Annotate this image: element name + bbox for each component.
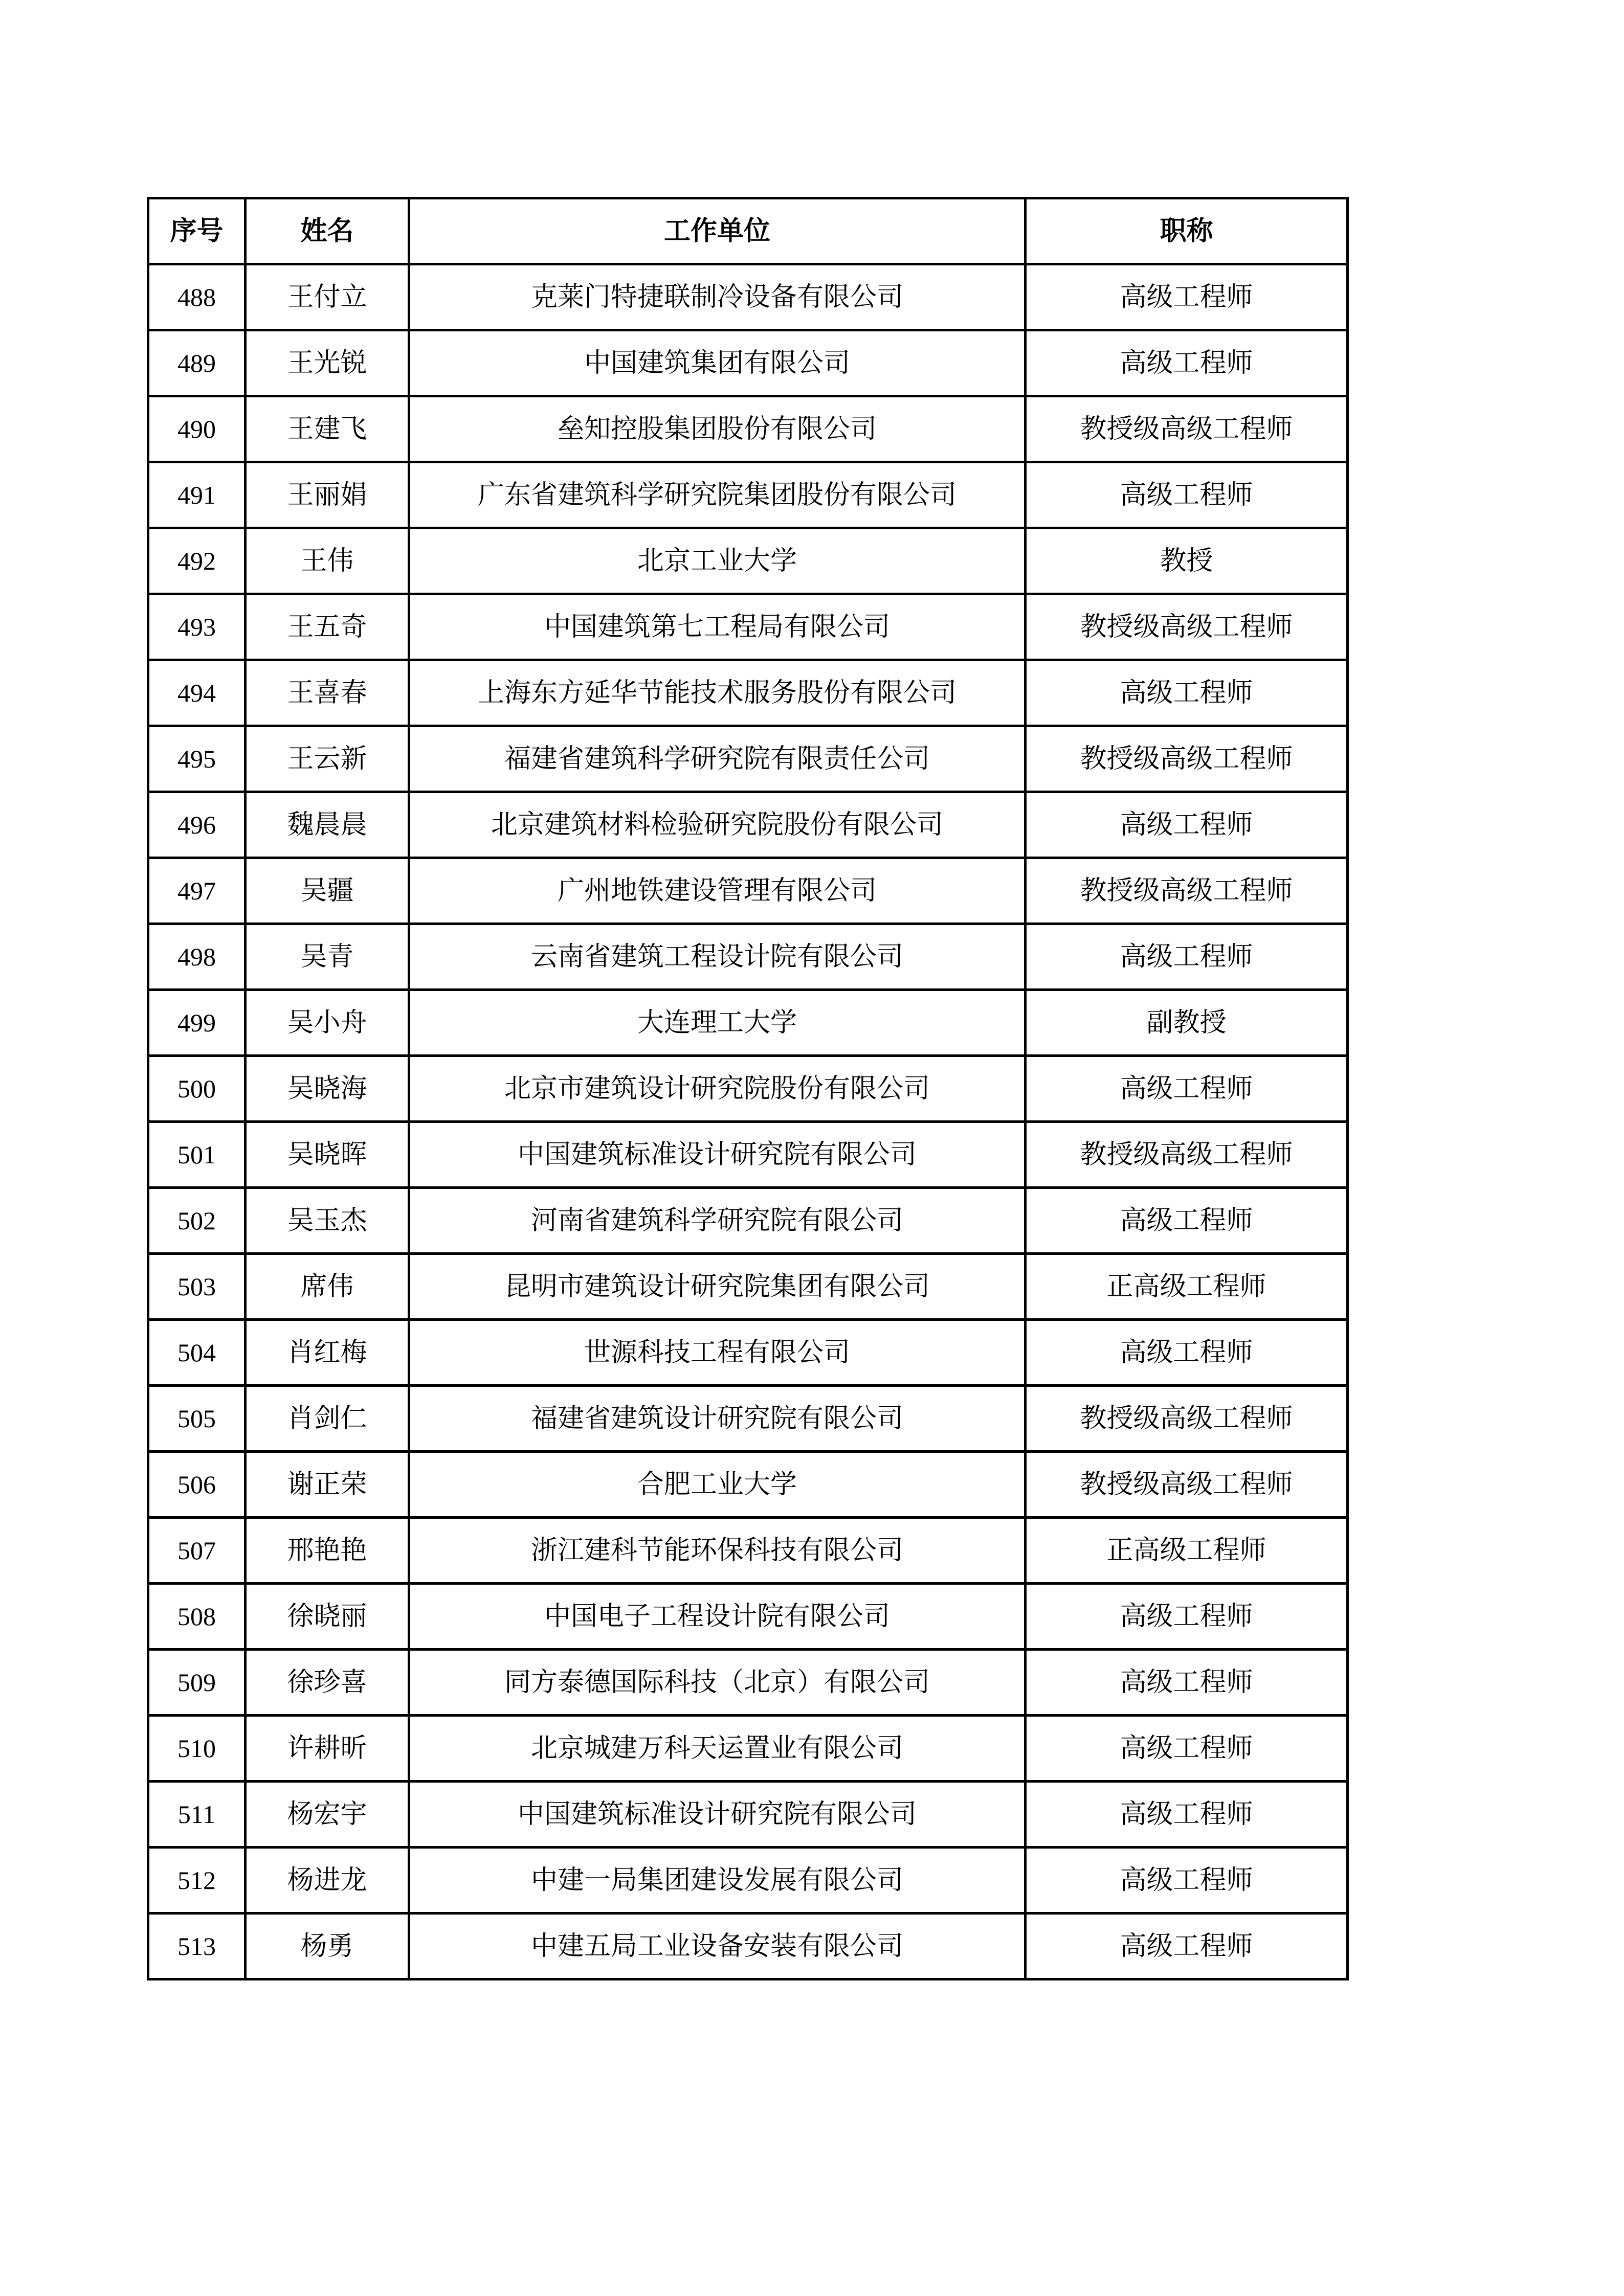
- cell-name: 徐晓丽: [246, 1584, 409, 1650]
- roster-table: [147, 197, 1349, 1980]
- table-row: [148, 528, 1348, 594]
- cell-unit: 北京市建筑设计研究院股份有限公司: [409, 1056, 1026, 1122]
- cell-name: 席伟: [246, 1254, 409, 1320]
- cell-title: 高级工程师: [1026, 1848, 1348, 1914]
- cell-name: 肖红梅: [246, 1320, 409, 1386]
- cell-name: 吴小舟: [246, 990, 409, 1056]
- table-row: [148, 792, 1348, 858]
- cell-unit: 河南省建筑科学研究院有限公司: [409, 1188, 1026, 1254]
- cell-unit: 福建省建筑科学研究院有限责任公司: [409, 726, 1026, 792]
- cell-seq: 491: [148, 462, 246, 528]
- cell-name: 邢艳艳: [246, 1518, 409, 1584]
- cell-name: 王五奇: [246, 594, 409, 660]
- cell-title: 高级工程师: [1026, 1188, 1348, 1254]
- cell-title: 高级工程师: [1026, 1914, 1348, 1979]
- cell-seq: 505: [148, 1386, 246, 1452]
- cell-name: 吴青: [246, 924, 409, 990]
- cell-seq: 495: [148, 726, 246, 792]
- cell-seq: 502: [148, 1188, 246, 1254]
- cell-name: 谢正荣: [246, 1452, 409, 1518]
- cell-seq: 490: [148, 396, 246, 462]
- cell-name: 杨勇: [246, 1914, 409, 1979]
- cell-name: 王云新: [246, 726, 409, 792]
- table-row: [148, 858, 1348, 924]
- cell-seq: 497: [148, 858, 246, 924]
- table-row: [148, 1188, 1348, 1254]
- cell-name: 吴玉杰: [246, 1188, 409, 1254]
- header-title: 职称: [1026, 198, 1348, 264]
- cell-seq: 508: [148, 1584, 246, 1650]
- cell-name: 杨进龙: [246, 1848, 409, 1914]
- cell-seq: 501: [148, 1122, 246, 1188]
- cell-title: 高级工程师: [1026, 330, 1348, 396]
- cell-seq: 507: [148, 1518, 246, 1584]
- cell-name: 吴晓晖: [246, 1122, 409, 1188]
- cell-title: 高级工程师: [1026, 1584, 1348, 1650]
- cell-unit: 合肥工业大学: [409, 1452, 1026, 1518]
- cell-unit: 云南省建筑工程设计院有限公司: [409, 924, 1026, 990]
- cell-name: 徐珍喜: [246, 1650, 409, 1716]
- cell-title: 高级工程师: [1026, 1782, 1348, 1848]
- cell-seq: 494: [148, 660, 246, 726]
- cell-title: 高级工程师: [1026, 462, 1348, 528]
- cell-seq: 511: [148, 1782, 246, 1848]
- cell-unit: 中建五局工业设备安装有限公司: [409, 1914, 1026, 1979]
- cell-name: 王建飞: [246, 396, 409, 462]
- cell-unit: 大连理工大学: [409, 990, 1026, 1056]
- cell-title: 教授级高级工程师: [1026, 726, 1348, 792]
- cell-title: 高级工程师: [1026, 1716, 1348, 1782]
- cell-name: 吴疆: [246, 858, 409, 924]
- cell-seq: 489: [148, 330, 246, 396]
- cell-unit: 广东省建筑科学研究院集团股份有限公司: [409, 462, 1026, 528]
- table-header-row: [148, 198, 1348, 264]
- cell-unit: 北京城建万科天运置业有限公司: [409, 1716, 1026, 1782]
- table-row: [148, 990, 1348, 1056]
- cell-title: 高级工程师: [1026, 660, 1348, 726]
- cell-name: 肖剑仁: [246, 1386, 409, 1452]
- cell-name: 王伟: [246, 528, 409, 594]
- table-row: [148, 1452, 1348, 1518]
- cell-name: 吴晓海: [246, 1056, 409, 1122]
- table-row: [148, 1716, 1348, 1782]
- cell-seq: 500: [148, 1056, 246, 1122]
- cell-title: 高级工程师: [1026, 1650, 1348, 1716]
- cell-unit: 浙江建科节能环保科技有限公司: [409, 1518, 1026, 1584]
- cell-unit: 上海东方延华节能技术服务股份有限公司: [409, 660, 1026, 726]
- cell-name: 王丽娟: [246, 462, 409, 528]
- table-body: [148, 264, 1348, 1979]
- cell-seq: 512: [148, 1848, 246, 1914]
- cell-name: 魏晨晨: [246, 792, 409, 858]
- cell-unit: 中建一局集团建设发展有限公司: [409, 1848, 1026, 1914]
- table-row: [148, 1518, 1348, 1584]
- cell-seq: 503: [148, 1254, 246, 1320]
- cell-seq: 496: [148, 792, 246, 858]
- cell-unit: 世源科技工程有限公司: [409, 1320, 1026, 1386]
- table-row: [148, 330, 1348, 396]
- cell-unit: 北京建筑材料检验研究院股份有限公司: [409, 792, 1026, 858]
- cell-unit: 中国建筑集团有限公司: [409, 330, 1026, 396]
- cell-title: 副教授: [1026, 990, 1348, 1056]
- cell-title: 教授级高级工程师: [1026, 396, 1348, 462]
- table-row: [148, 726, 1348, 792]
- cell-title: 正高级工程师: [1026, 1254, 1348, 1320]
- cell-seq: 499: [148, 990, 246, 1056]
- cell-unit: 福建省建筑设计研究院有限公司: [409, 1386, 1026, 1452]
- cell-unit: 中国电子工程设计院有限公司: [409, 1584, 1026, 1650]
- cell-title: 教授级高级工程师: [1026, 1122, 1348, 1188]
- cell-seq: 510: [148, 1716, 246, 1782]
- cell-unit: 广州地铁建设管理有限公司: [409, 858, 1026, 924]
- cell-unit: 中国建筑标准设计研究院有限公司: [409, 1782, 1026, 1848]
- cell-title: 高级工程师: [1026, 792, 1348, 858]
- table-row: [148, 1254, 1348, 1320]
- table-row: [148, 1056, 1348, 1122]
- cell-seq: 509: [148, 1650, 246, 1716]
- table-row: [148, 1320, 1348, 1386]
- cell-title: 教授: [1026, 528, 1348, 594]
- table-row: [148, 1848, 1348, 1914]
- table-row: [148, 396, 1348, 462]
- cell-unit: 同方泰德国际科技（北京）有限公司: [409, 1650, 1026, 1716]
- cell-seq: 498: [148, 924, 246, 990]
- table-row: [148, 1650, 1348, 1716]
- cell-seq: 513: [148, 1914, 246, 1979]
- cell-unit: 克莱门特捷联制冷设备有限公司: [409, 264, 1026, 330]
- cell-name: 王喜春: [246, 660, 409, 726]
- cell-name: 王付立: [246, 264, 409, 330]
- cell-name: 杨宏宇: [246, 1782, 409, 1848]
- table-row: [148, 594, 1348, 660]
- table-row: [148, 660, 1348, 726]
- cell-unit: 昆明市建筑设计研究院集团有限公司: [409, 1254, 1026, 1320]
- cell-title: 高级工程师: [1026, 924, 1348, 990]
- cell-seq: 493: [148, 594, 246, 660]
- table-row: [148, 1584, 1348, 1650]
- cell-unit: 垒知控股集团股份有限公司: [409, 396, 1026, 462]
- header-seq: 序号: [148, 198, 246, 264]
- cell-unit: 北京工业大学: [409, 528, 1026, 594]
- cell-seq: 492: [148, 528, 246, 594]
- table-row: [148, 1914, 1348, 1979]
- cell-title: 高级工程师: [1026, 1056, 1348, 1122]
- table-row: [148, 1122, 1348, 1188]
- cell-title: 高级工程师: [1026, 1320, 1348, 1386]
- cell-title: 教授级高级工程师: [1026, 858, 1348, 924]
- header-name: 姓名: [246, 198, 409, 264]
- cell-unit: 中国建筑第七工程局有限公司: [409, 594, 1026, 660]
- cell-seq: 504: [148, 1320, 246, 1386]
- cell-name: 王光锐: [246, 330, 409, 396]
- table-row: [148, 924, 1348, 990]
- table-row: [148, 1386, 1348, 1452]
- cell-unit: 中国建筑标准设计研究院有限公司: [409, 1122, 1026, 1188]
- cell-seq: 506: [148, 1452, 246, 1518]
- cell-title: 教授级高级工程师: [1026, 1452, 1348, 1518]
- table-row: [148, 462, 1348, 528]
- cell-seq: 488: [148, 264, 246, 330]
- header-unit: 工作单位: [409, 198, 1026, 264]
- cell-title: 高级工程师: [1026, 264, 1348, 330]
- cell-title: 教授级高级工程师: [1026, 594, 1348, 660]
- table-row: [148, 264, 1348, 330]
- cell-title: 教授级高级工程师: [1026, 1386, 1348, 1452]
- cell-name: 许耕昕: [246, 1716, 409, 1782]
- table-row: [148, 1782, 1348, 1848]
- cell-title: 正高级工程师: [1026, 1518, 1348, 1584]
